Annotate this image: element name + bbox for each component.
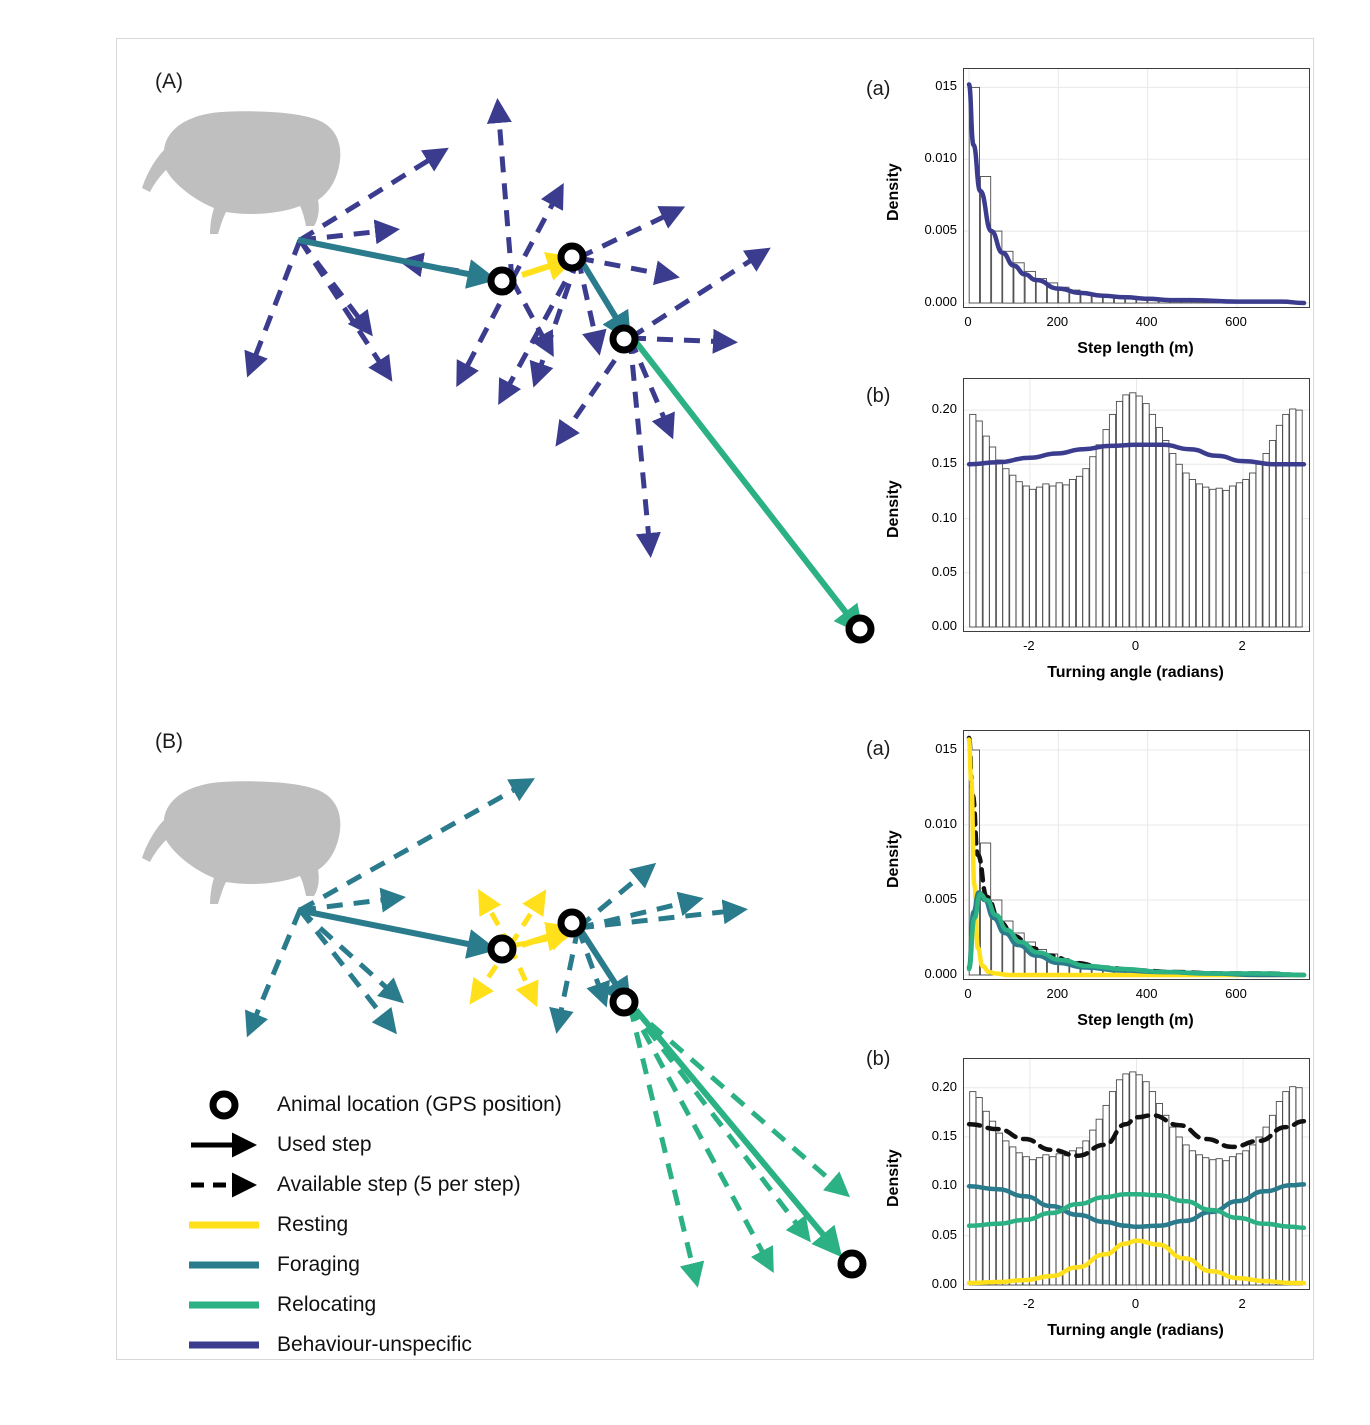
- legend-label-used-step: Used step: [277, 1133, 372, 1156]
- chart-B-b: [963, 1058, 1308, 1288]
- ytick-B-b-4: 0.20: [931, 1078, 957, 1094]
- ytick-A-b-3: 0.15: [931, 455, 957, 471]
- legend-item-used-step: [185, 1125, 705, 1165]
- ytick-A-a-2: 0.010: [924, 150, 957, 166]
- yaxis-title-A-b: Density: [885, 480, 902, 538]
- legend-label-available-step: Available step (5 per step): [277, 1173, 521, 1196]
- xtick-B-b-0: -2: [1023, 1296, 1035, 1311]
- legend-item-behaviour-unspecific: [185, 1325, 705, 1365]
- ytick-B-a-0: 0.000: [924, 966, 957, 981]
- ytick-B-b-2: 0.10: [931, 1177, 957, 1193]
- ytick-B-a-1: 0.005: [924, 891, 957, 906]
- panel-a-diagram: [130, 80, 870, 690]
- yaxis-title-B-b: Density: [885, 1149, 902, 1207]
- relocating-color-swatch: [185, 1288, 263, 1322]
- xtick-A-b-0: -2: [1023, 638, 1035, 653]
- legend-label-behaviour-unspecific: Behaviour-unspecific: [277, 1333, 472, 1356]
- yaxis-title-A-a: Density: [885, 163, 902, 221]
- ytick-A-a-1: 0.005: [924, 222, 957, 238]
- ytick-A-b-4: 0.20: [931, 401, 957, 417]
- ytick-B-b-1: 0.05: [931, 1226, 957, 1242]
- ytick-A-a-0: 0.000: [924, 294, 957, 309]
- animal-location-icon: [185, 1088, 263, 1122]
- xtick-A-b-2: 2: [1238, 638, 1246, 653]
- xtick-B-a-0: 0: [964, 986, 972, 1001]
- xtick-A-a-2: 400: [1135, 314, 1158, 329]
- foraging-color-swatch: [185, 1248, 263, 1282]
- xaxis-title-B-b: Turning angle (radians): [1047, 1322, 1224, 1339]
- legend-label-relocating: Relocating: [277, 1293, 377, 1316]
- xtick-B-b-2: 2: [1238, 1296, 1246, 1311]
- behaviour-unspecific-color-swatch: [185, 1328, 263, 1362]
- used-steps-panel-a: [298, 240, 858, 628]
- legend-item-resting: [185, 1205, 705, 1245]
- chart-sublabel-A-a: (a): [866, 78, 891, 100]
- ytick-A-a-3: 015: [935, 78, 957, 94]
- chart-A-b: [963, 378, 1308, 630]
- muskox-silhouette-b: [142, 781, 340, 904]
- xtick-B-b-1: 0: [1131, 1296, 1140, 1311]
- chart-B-a: [963, 730, 1308, 978]
- yaxis-title-B-a: Density: [885, 830, 902, 888]
- available-step-icon: [185, 1168, 263, 1202]
- xtick-A-a-0: 0: [964, 314, 972, 329]
- legend-item-foraging: [185, 1245, 705, 1285]
- muskox-silhouette: [142, 111, 340, 234]
- chart-sublabel-A-b: (b): [866, 385, 891, 407]
- legend-item-available-step: [185, 1165, 705, 1205]
- legend-label-animal-location: Animal location (GPS position): [277, 1093, 562, 1116]
- legend-item-animal-location: [185, 1085, 705, 1125]
- legend: [185, 1085, 705, 1365]
- ytick-A-b-0: 0.00: [931, 618, 957, 633]
- xaxis-title-A-a: Step length (m): [1077, 340, 1194, 357]
- ytick-A-b-1: 0.05: [931, 563, 957, 579]
- xtick-B-a-3: 600: [1225, 986, 1247, 1001]
- used-step-icon: [185, 1128, 263, 1162]
- xtick-B-a-2: 400: [1135, 986, 1158, 1001]
- ytick-B-a-3: 015: [935, 741, 957, 756]
- ytick-B-b-0: 0.00: [931, 1276, 957, 1291]
- legend-label-resting: Resting: [277, 1213, 349, 1236]
- xaxis-title-A-b: Turning angle (radians): [1047, 664, 1224, 681]
- legend-item-relocating: [185, 1285, 705, 1325]
- ytick-B-a-2: 0.010: [924, 816, 957, 831]
- resting-color-swatch: [185, 1208, 263, 1242]
- chart-sublabel-B-b: (b): [866, 1048, 891, 1070]
- ytick-B-b-3: 0.15: [931, 1128, 957, 1143]
- ytick-A-b-2: 0.10: [931, 509, 957, 525]
- xtick-B-a-1: 200: [1046, 986, 1069, 1001]
- xtick-A-b-1: 0: [1131, 638, 1140, 653]
- xtick-A-a-3: 600: [1225, 314, 1247, 329]
- panel-label-B: (B): [155, 730, 183, 753]
- chart-A-a: [963, 68, 1308, 306]
- xaxis-title-B-a: Step length (m): [1077, 1012, 1194, 1029]
- panel-label-A: (A): [155, 70, 183, 93]
- chart-sublabel-B-a: (a): [866, 738, 891, 760]
- xtick-A-a-1: 200: [1046, 314, 1069, 329]
- legend-label-foraging: Foraging: [277, 1253, 360, 1276]
